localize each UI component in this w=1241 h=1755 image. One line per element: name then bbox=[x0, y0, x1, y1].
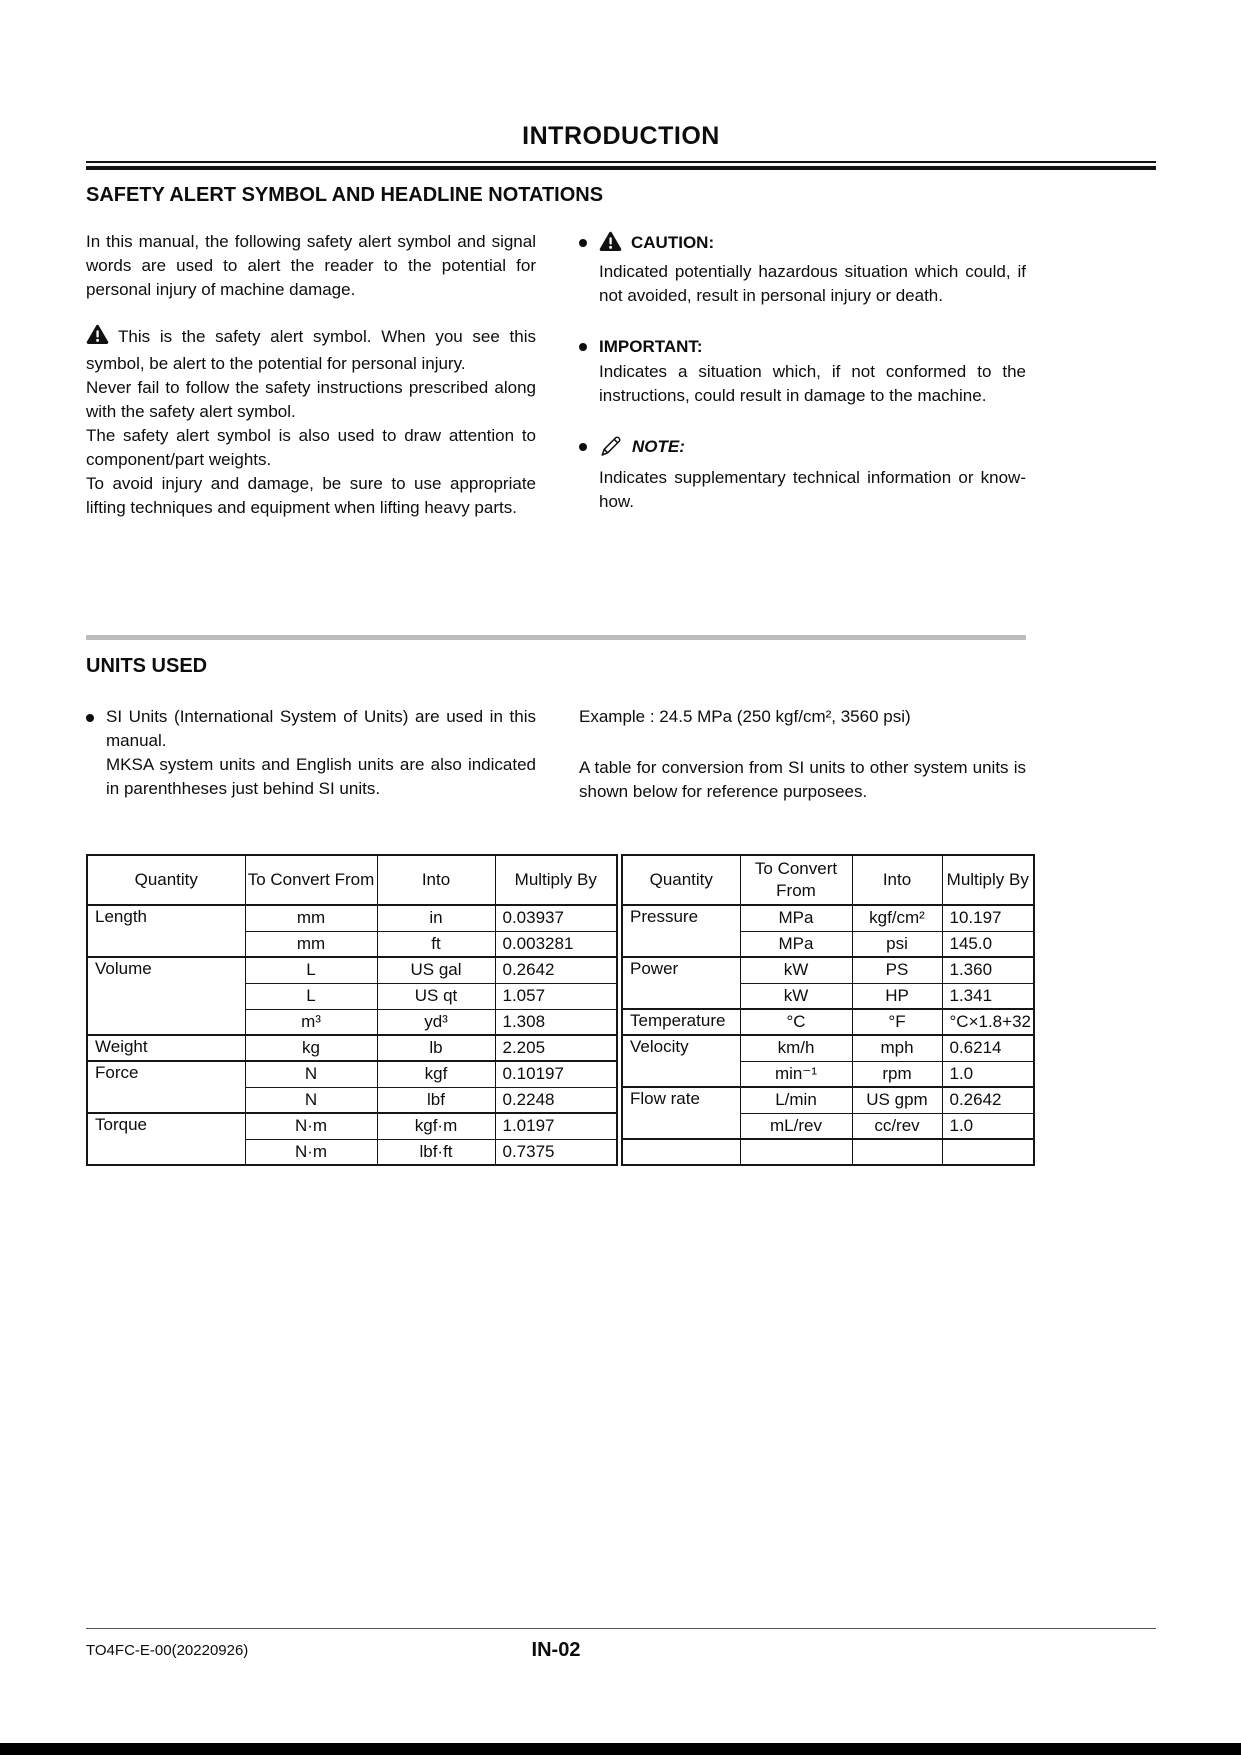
bullet-dot-icon bbox=[579, 334, 599, 408]
convert-from-cell: m³ bbox=[245, 1009, 377, 1035]
convert-from-cell: km/h bbox=[740, 1035, 852, 1061]
page-title: INTRODUCTION bbox=[522, 122, 720, 150]
quantity-cell: Flow rate bbox=[622, 1087, 740, 1139]
table-row bbox=[622, 1009, 1034, 1035]
table-header-cell: Quantity bbox=[622, 855, 740, 905]
into-cell: psi bbox=[852, 931, 942, 957]
table-header-cell: To Convert From bbox=[245, 855, 377, 905]
table-row bbox=[87, 1035, 617, 1061]
multiply-by-cell: 0.2248 bbox=[495, 1087, 617, 1113]
column-gap bbox=[536, 230, 579, 520]
section-divider-rule bbox=[86, 635, 1026, 640]
convert-from-cell: kW bbox=[740, 957, 852, 983]
note-label-row bbox=[599, 434, 1026, 466]
safety-intro-paragraph: In this manual, the following safety alert symbol and signal words are used to alert the reader to the potential for personal injury of machine damage. bbox=[86, 232, 536, 299]
units-example: Example : 24.5 MPa (250 kgf/cm², 3560 psi) bbox=[579, 707, 911, 726]
multiply-by-cell: °C×1.8+32 bbox=[942, 1009, 1034, 1035]
table-row bbox=[622, 1035, 1034, 1061]
convert-from-cell: N·m bbox=[245, 1139, 377, 1165]
units-section-heading: UNITS USED bbox=[86, 655, 208, 677]
into-cell: kgf·m bbox=[377, 1113, 495, 1139]
quantity-cell: Length bbox=[87, 905, 245, 957]
quantity-cell bbox=[622, 1139, 740, 1165]
bullet-dot-icon bbox=[579, 230, 599, 308]
table-header-cell: Multiply By bbox=[942, 855, 1034, 905]
note-body: Indicates supplementary technical information or know-how. bbox=[599, 468, 1026, 511]
convert-from-cell: L bbox=[245, 983, 377, 1009]
important-label-row bbox=[599, 334, 1026, 360]
into-cell: kgf bbox=[377, 1061, 495, 1087]
caution-label: CAUTION: bbox=[631, 233, 715, 252]
note-item bbox=[579, 434, 1026, 514]
safety-alert-line: To avoid injury and damage, be sure to use appropriate lifting techniques and equipment when lifting heavy parts. bbox=[86, 474, 536, 517]
into-cell: rpm bbox=[852, 1061, 942, 1087]
into-cell: US gal bbox=[377, 957, 495, 983]
multiply-by-cell: 0.6214 bbox=[942, 1035, 1034, 1061]
into-cell: US qt bbox=[377, 983, 495, 1009]
into-cell: mph bbox=[852, 1035, 942, 1061]
page-footer bbox=[86, 1628, 1156, 1662]
multiply-by-cell: 1.360 bbox=[942, 957, 1034, 983]
pencil-icon bbox=[599, 434, 623, 466]
units-right-column bbox=[579, 705, 1026, 804]
table-row bbox=[87, 1113, 617, 1139]
conversion-table-left bbox=[86, 854, 618, 1166]
into-cell: cc/rev bbox=[852, 1113, 942, 1139]
table-header-cell: Into bbox=[377, 855, 495, 905]
convert-from-cell: mm bbox=[245, 931, 377, 957]
multiply-by-cell: 2.205 bbox=[495, 1035, 617, 1061]
multiply-by-cell: 1.308 bbox=[495, 1009, 617, 1035]
into-cell: HP bbox=[852, 983, 942, 1009]
table-row bbox=[87, 1061, 617, 1087]
convert-from-cell bbox=[740, 1139, 852, 1165]
note-label: NOTE: bbox=[632, 437, 685, 456]
table-row bbox=[622, 905, 1034, 931]
into-cell: lbf bbox=[377, 1087, 495, 1113]
convert-from-cell: L/min bbox=[740, 1087, 852, 1113]
caution-body: Indicated potentially hazardous situation which could, if not avoided, result in personal injury or death. bbox=[599, 262, 1026, 305]
into-cell: lbf·ft bbox=[377, 1139, 495, 1165]
safety-left-column bbox=[86, 230, 536, 520]
quantity-cell: Power bbox=[622, 957, 740, 1009]
units-section-columns bbox=[86, 705, 1026, 804]
safety-section-heading: SAFETY ALERT SYMBOL AND HEADLINE NOTATIONS bbox=[86, 184, 604, 206]
into-cell: lb bbox=[377, 1035, 495, 1061]
quantity-cell: Force bbox=[87, 1061, 245, 1113]
column-gap bbox=[536, 705, 579, 804]
quantity-cell: Temperature bbox=[622, 1009, 740, 1035]
conversion-table-right bbox=[621, 854, 1035, 1166]
convert-from-cell: kg bbox=[245, 1035, 377, 1061]
quantity-cell: Torque bbox=[87, 1113, 245, 1165]
into-cell: kgf/cm² bbox=[852, 905, 942, 931]
table-header-cell: To Convert From bbox=[740, 855, 852, 905]
caution-item bbox=[579, 230, 1026, 308]
convert-from-cell: MPa bbox=[740, 905, 852, 931]
multiply-by-cell: 10.197 bbox=[942, 905, 1034, 931]
mksa-units-line: MKSA system units and English units are also indicated in parenthheses just behind SI units. bbox=[106, 755, 536, 798]
safety-alert-lead-text: This is the safety alert symbol. When you see this symbol, be alert to the potential for personal injury. bbox=[86, 327, 536, 373]
table-row bbox=[622, 957, 1034, 983]
si-units-line: SI Units (International System of Units) are used in this manual. bbox=[106, 707, 536, 750]
important-label: IMPORTANT: bbox=[599, 337, 703, 356]
quantity-cell: Pressure bbox=[622, 905, 740, 957]
footer-doc-code: TO4FC-E-00(20220926) bbox=[86, 1642, 249, 1659]
si-units-item bbox=[86, 705, 536, 801]
into-cell: ft bbox=[377, 931, 495, 957]
safety-alert-line: The safety alert symbol is also used to draw attention to component/part weights. bbox=[86, 426, 536, 469]
convert-from-cell: MPa bbox=[740, 931, 852, 957]
convert-from-cell: N bbox=[245, 1087, 377, 1113]
units-left-column bbox=[86, 705, 536, 804]
convert-from-cell: N·m bbox=[245, 1113, 377, 1139]
convert-from-cell: min⁻¹ bbox=[740, 1061, 852, 1087]
into-cell: in bbox=[377, 905, 495, 931]
into-cell: PS bbox=[852, 957, 942, 983]
convert-from-cell: kW bbox=[740, 983, 852, 1009]
multiply-by-cell bbox=[942, 1139, 1034, 1165]
caution-label-row bbox=[599, 230, 1026, 260]
quantity-cell: Weight bbox=[87, 1035, 245, 1061]
multiply-by-cell: 1.341 bbox=[942, 983, 1034, 1009]
into-cell bbox=[852, 1139, 942, 1165]
table-row bbox=[87, 905, 617, 931]
safety-alert-paragraph bbox=[86, 324, 536, 520]
convert-from-cell: N bbox=[245, 1061, 377, 1087]
into-cell: yd³ bbox=[377, 1009, 495, 1035]
footer-page-number: IN-02 bbox=[531, 1639, 581, 1661]
warning-triangle-icon bbox=[86, 324, 109, 352]
important-item bbox=[579, 334, 1026, 408]
convert-from-cell: L bbox=[245, 957, 377, 983]
quantity-cell: Volume bbox=[87, 957, 245, 1035]
into-cell: US gpm bbox=[852, 1087, 942, 1113]
multiply-by-cell: 1.0 bbox=[942, 1113, 1034, 1139]
convert-from-cell: mm bbox=[245, 905, 377, 931]
convert-from-cell: mL/rev bbox=[740, 1113, 852, 1139]
bullet-dot-icon bbox=[579, 434, 599, 514]
safety-right-column bbox=[579, 230, 1026, 520]
multiply-by-cell: 1.057 bbox=[495, 983, 617, 1009]
multiply-by-cell: 0.10197 bbox=[495, 1061, 617, 1087]
bullet-dot-icon bbox=[86, 705, 106, 801]
units-table-note: A table for conversion from SI units to other system units is shown below for reference purposees. bbox=[579, 758, 1026, 801]
quantity-cell: Velocity bbox=[622, 1035, 740, 1087]
multiply-by-cell: 0.2642 bbox=[495, 957, 617, 983]
multiply-by-cell: 0.03937 bbox=[495, 905, 617, 931]
table-row bbox=[87, 957, 617, 983]
into-cell: °F bbox=[852, 1009, 942, 1035]
page-bottom-bar bbox=[0, 1743, 1241, 1755]
safety-section-columns bbox=[86, 230, 1026, 520]
multiply-by-cell: 0.2642 bbox=[942, 1087, 1034, 1113]
table-header-cell: Into bbox=[852, 855, 942, 905]
table-header-cell: Quantity bbox=[87, 855, 245, 905]
multiply-by-cell: 1.0 bbox=[942, 1061, 1034, 1087]
safety-alert-line: Never fail to follow the safety instructions prescribed along with the safety alert symbol. bbox=[86, 378, 536, 421]
multiply-by-cell: 0.003281 bbox=[495, 931, 617, 957]
multiply-by-cell: 0.7375 bbox=[495, 1139, 617, 1165]
table-row bbox=[622, 1139, 1034, 1165]
warning-triangle-icon bbox=[599, 231, 622, 260]
table-header-cell: Multiply By bbox=[495, 855, 617, 905]
important-body: Indicates a situation which, if not conformed to the instructions, could result in damage to the machine. bbox=[599, 362, 1026, 405]
multiply-by-cell: 145.0 bbox=[942, 931, 1034, 957]
multiply-by-cell: 1.0197 bbox=[495, 1113, 617, 1139]
convert-from-cell: °C bbox=[740, 1009, 852, 1035]
table-row bbox=[622, 1087, 1034, 1113]
conversion-tables bbox=[86, 854, 1156, 1166]
title-double-rule bbox=[86, 161, 1156, 170]
